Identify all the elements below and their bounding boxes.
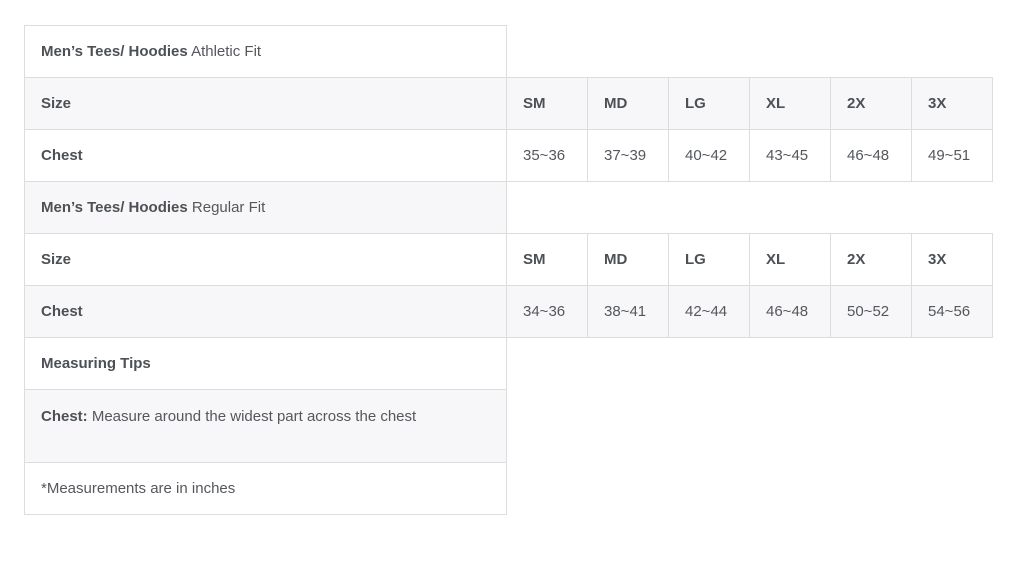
- section-title-bold: Men’s Tees/ Hoodies: [41, 43, 188, 60]
- footnote-row: [25, 463, 993, 515]
- footnote: *Measurements are in inches: [25, 463, 507, 515]
- chest-value-3x: 49~51: [912, 130, 993, 182]
- chest-value-md: 37~39: [588, 130, 669, 182]
- size-cell-lg: LG: [669, 234, 750, 286]
- chest-value-xl: 43~45: [750, 130, 831, 182]
- chest-value-xl: 46~48: [750, 286, 831, 338]
- chest-value-sm: 34~36: [507, 286, 588, 338]
- chest-value-3x: 54~56: [912, 286, 993, 338]
- measuring-tip-label: Chest:: [41, 408, 88, 425]
- size-cell-md: MD: [588, 78, 669, 130]
- measuring-tip-row: [25, 390, 993, 463]
- size-cell-2x: 2X: [831, 234, 912, 286]
- size-cell-xl: XL: [750, 234, 831, 286]
- chest-value-lg: 42~44: [669, 286, 750, 338]
- size-chart-table: [24, 25, 993, 515]
- size-header-row-regular: [25, 234, 993, 286]
- section-title-row-athletic: [25, 26, 993, 78]
- chest-value-md: 38~41: [588, 286, 669, 338]
- size-cell-3x: 3X: [912, 234, 993, 286]
- chest-value-sm: 35~36: [507, 130, 588, 182]
- chest-row-label: Chest: [25, 130, 507, 182]
- section-title-regular: [25, 182, 507, 234]
- chest-row-athletic: [25, 130, 993, 182]
- chest-value-lg: 40~42: [669, 130, 750, 182]
- section-title-athletic: [25, 26, 507, 78]
- size-cell-2x: 2X: [831, 78, 912, 130]
- chest-row-regular: [25, 286, 993, 338]
- measuring-tip-text: Measure around the widest part across the chest: [91, 408, 417, 425]
- chest-value-2x: 46~48: [831, 130, 912, 182]
- section-title-row-regular: [25, 182, 993, 234]
- size-cell-3x: 3X: [912, 78, 993, 130]
- size-cell-sm: SM: [507, 78, 588, 130]
- size-cell-md: MD: [588, 234, 669, 286]
- section-title-bold: Men’s Tees/ Hoodies: [41, 199, 188, 216]
- size-cell-lg: LG: [669, 78, 750, 130]
- section-title-fit: Athletic Fit: [191, 43, 262, 60]
- chest-row-label: Chest: [25, 286, 507, 338]
- measuring-tips-title: Measuring Tips: [25, 338, 507, 390]
- size-cell-xl: XL: [750, 78, 831, 130]
- section-title-fit: Regular Fit: [191, 199, 266, 216]
- chest-value-2x: 50~52: [831, 286, 912, 338]
- size-row-label: Size: [25, 234, 507, 286]
- size-header-row-athletic: [25, 78, 993, 130]
- size-row-label: Size: [25, 78, 507, 130]
- measuring-tip: [25, 390, 507, 463]
- size-cell-sm: SM: [507, 234, 588, 286]
- measuring-tips-title-row: [25, 338, 993, 390]
